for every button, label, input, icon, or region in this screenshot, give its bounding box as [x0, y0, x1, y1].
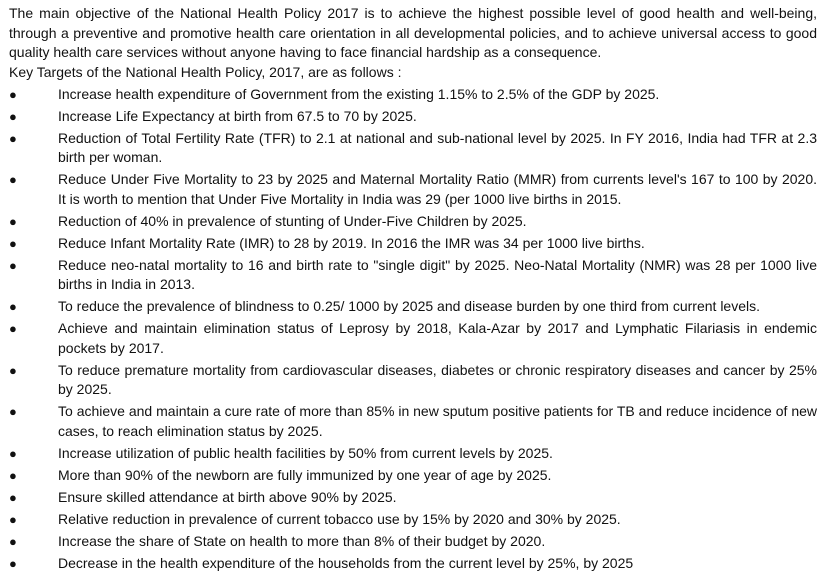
list-item: [9, 532, 817, 552]
target-text: Reduce Under Five Mortality to 23 by 2025 and Maternal Mortality Ratio (MMR) from currents level's 167 to 100 by 2020. It is worth to mention that Under Five Mortality in India was 29 (per 1000 live births in 2015.: [58, 171, 817, 207]
bullet-icon: ●: [9, 489, 17, 505]
target-text: To reduce the prevalence of blindness to 0.25/ 1000 by 2025 and disease burden by one third from current levels.: [58, 298, 761, 314]
targets-list: [9, 85, 817, 574]
list-item: [9, 361, 817, 400]
list-item: [9, 319, 817, 358]
target-text: Reduction of Total Fertility Rate (TFR) to 2.1 at national and sub-national level by 2025. In FY 2016, India had TFR at 2.3 birth per woman.: [58, 129, 817, 165]
list-item: [9, 129, 817, 168]
target-text: Increase Life Expectancy at birth from 67.5 to 70 by 2025.: [58, 107, 417, 124]
bullet-icon: ●: [9, 108, 17, 124]
list-item: [9, 444, 817, 464]
target-text: Reduce neo-natal mortality to 16 and birth rate to "single digit" by 2025. Neo-Natal Mortality (NMR) was 28 per 1000 live births in India in 2013.: [58, 256, 817, 292]
target-text: Decrease in the health expenditure of the households from the current level by 25%, by 2025: [58, 554, 634, 571]
target-text: Increase the share of State on health to more than 8% of their budget by 2020.: [58, 532, 546, 549]
bullet-icon: ●: [9, 86, 17, 102]
key-targets-heading: Key Targets of the National Health Policy, 2017, are as follows :: [9, 63, 402, 80]
target-text: To reduce premature mortality from cardiovascular diseases, diabetes or chronic respiratory diseases and cancer by 25% by 2025.: [58, 361, 817, 397]
list-item: [9, 170, 817, 209]
bullet-icon: ●: [9, 362, 17, 378]
target-text: More than 90% of the newborn are fully immunized by one year of age by 2025.: [58, 466, 552, 483]
bullet-icon: ●: [9, 299, 17, 314]
list-item: [9, 107, 817, 127]
list-item: [9, 256, 817, 295]
target-text: Achieve and maintain elimination status of Leprosy by 2018, Kala-Azar by 2017 and Lymphatic Filariasis in endemic pockets by 2017.: [58, 320, 817, 356]
list-item: [9, 466, 817, 486]
target-text: To achieve and maintain a cure rate of more than 85% in new sputum positive patients for TB and reduce incidence of new cases, to reach elimination status by 2025.: [58, 403, 817, 439]
list-item: [9, 510, 817, 530]
list-item: [9, 554, 817, 574]
list-item: [9, 488, 817, 508]
target-text: Reduction of 40% in prevalence of stunting of Under-Five Children by 2025.: [58, 212, 527, 229]
bullet-icon: ●: [9, 404, 17, 419]
bullet-icon: ●: [9, 130, 17, 146]
bullet-icon: ●: [9, 445, 17, 461]
bullet-icon: ●: [9, 467, 17, 483]
target-text: Increase utilization of public health facilities by 50% from current levels by 2025.: [58, 444, 553, 461]
list-item: [9, 234, 817, 254]
bullet-icon: ●: [9, 533, 17, 549]
intro-paragraph: The main objective of the National Health Policy 2017 is to achieve the highest possible level of good health and well-being, through a preventive and promotive health care orientation in all developmental policies, and to achieve universal access to good quality health care services without anyone having to face financial hardship as a consequence.: [9, 5, 817, 60]
list-item: [9, 402, 817, 441]
list-item: [9, 212, 817, 232]
target-text: Ensure skilled attendance at birth above 90% by 2025.: [58, 488, 397, 505]
bullet-icon: ●: [9, 257, 17, 273]
list-item: [9, 85, 817, 105]
bullet-icon: ●: [9, 213, 17, 229]
bullet-icon: ●: [9, 321, 17, 336]
bullet-icon: ●: [9, 511, 17, 527]
bullet-icon: ●: [9, 555, 17, 571]
bullet-icon: ●: [9, 172, 17, 187]
bullet-icon: ●: [9, 235, 17, 251]
target-text: Increase health expenditure of Government from the existing 1.15% to 2.5% of the GDP by 2025.: [58, 85, 660, 102]
target-text: Reduce Infant Mortality Rate (IMR) to 28 by 2019. In 2016 the IMR was 34 per 1000 live births.: [58, 234, 645, 251]
list-item: [9, 297, 817, 317]
target-text: Relative reduction in prevalence of current tobacco use by 15% by 2020 and 30% by 2025.: [58, 510, 621, 527]
